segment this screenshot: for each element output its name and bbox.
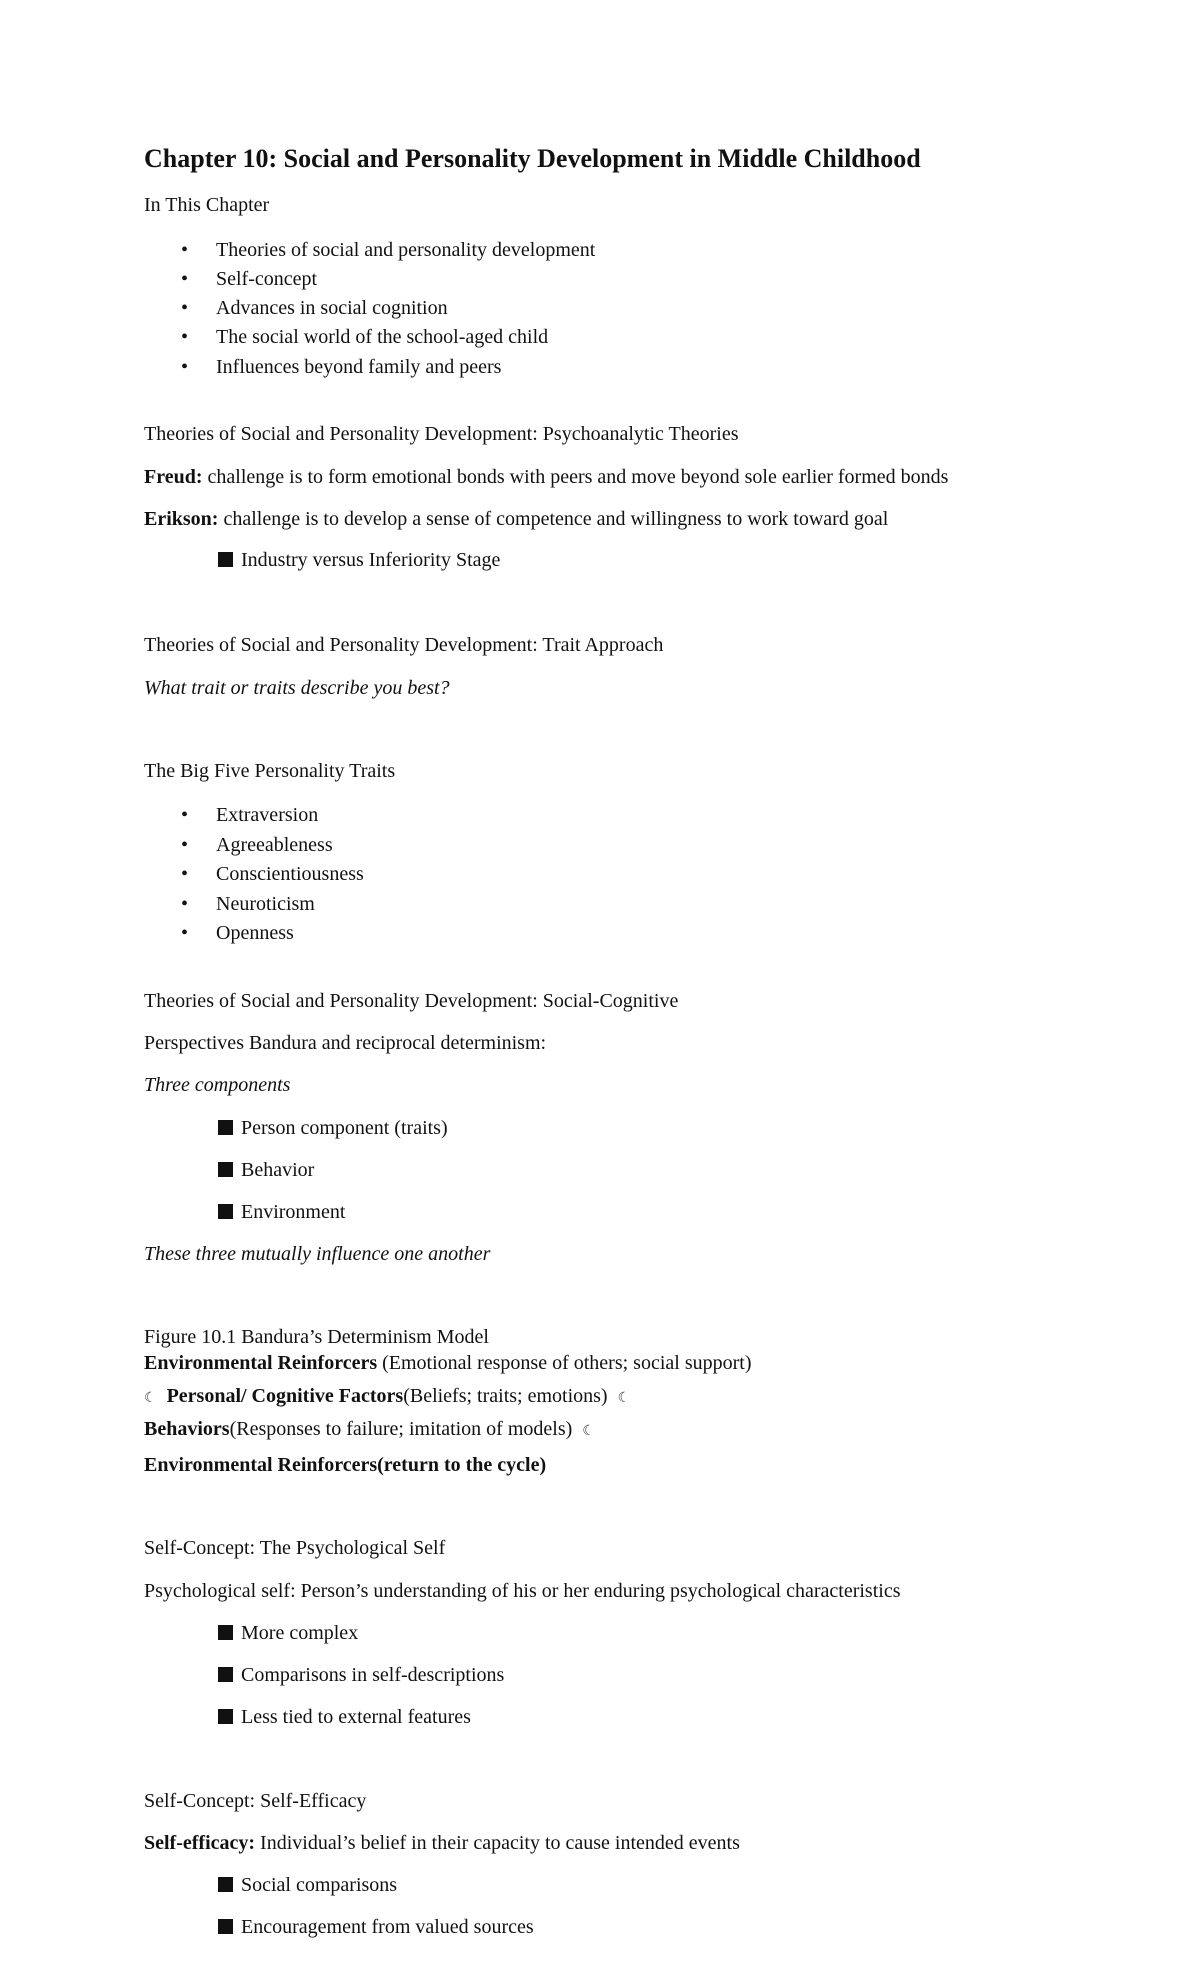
- chapter-title: Chapter 10: Social and Personality Development in Middle Childhood: [144, 144, 921, 173]
- list-item: Theories of social and personality development: [216, 239, 596, 261]
- psych-self-item: More complex: [241, 1622, 359, 1644]
- behaviors-label: Behaviors: [144, 1418, 230, 1440]
- square-bullet-icon: [218, 1667, 233, 1682]
- square-bullet-icon: [218, 1625, 233, 1640]
- square-bullet-icon: [218, 1877, 233, 1892]
- mutual-influence-note: These three mutually influence one another: [144, 1243, 491, 1265]
- bullet-icon: •: [181, 834, 189, 856]
- three-components-label: Three components: [144, 1074, 291, 1096]
- component-item: Person component (traits): [241, 1117, 448, 1139]
- list-item: Extraversion: [216, 804, 319, 826]
- behaviors-text: (Responses to failure; imitation of models): [229, 1418, 573, 1440]
- list-item: Openness: [216, 922, 294, 944]
- cycle-arrow-icon: ☾: [617, 1391, 631, 1406]
- efficacy-item: Social comparisons: [241, 1874, 398, 1896]
- env-reinforcers-text: (Emotional response of others; social support): [377, 1352, 752, 1374]
- env-reinforcers-line: [144, 1350, 752, 1376]
- social-cognitive-heading: Theories of Social and Personality Development: Social-Cognitive: [144, 990, 679, 1012]
- self-efficacy-line: [144, 1830, 740, 1856]
- square-bullet-icon: [218, 1120, 233, 1135]
- psych-self-item: Comparisons in self-descriptions: [241, 1664, 505, 1686]
- self-efficacy-label: Self-efficacy:: [144, 1832, 256, 1854]
- erikson-line: [144, 506, 888, 532]
- bullet-icon: •: [181, 239, 189, 261]
- bullet-icon: •: [181, 863, 189, 885]
- bullet-icon: •: [181, 804, 189, 826]
- trait-question: What trait or traits describe you best?: [144, 677, 450, 699]
- freud-text: challenge is to form emotional bonds with peers and move beyond sole earlier formed bonds: [202, 466, 949, 488]
- in-this-chapter-heading: In This Chapter: [144, 194, 270, 216]
- bullet-icon: •: [181, 297, 189, 319]
- freud-line: [144, 464, 948, 490]
- psychological-self-heading: Self-Concept: The Psychological Self: [144, 1537, 446, 1559]
- env-reinforcers-label: Environmental Reinforcers: [144, 1352, 378, 1374]
- list-item: Influences beyond family and peers: [216, 356, 502, 378]
- square-bullet-icon: [218, 1709, 233, 1724]
- list-item: Conscientiousness: [216, 863, 364, 885]
- cycle-arrow-icon: ☾: [144, 1391, 157, 1406]
- bandura-line: Perspectives Bandura and reciprocal determinism:: [144, 1032, 547, 1054]
- square-bullet-icon: [218, 1204, 233, 1219]
- list-item: Agreeableness: [216, 834, 333, 856]
- personal-factors-text: (Beliefs; traits; emotions): [403, 1385, 608, 1407]
- bullet-icon: •: [181, 268, 189, 290]
- psychoanalytic-heading: Theories of Social and Personality Development: Psychoanalytic Theories: [144, 423, 739, 445]
- big-five-heading: The Big Five Personality Traits: [144, 760, 396, 782]
- behaviors-line: [144, 1416, 595, 1445]
- self-efficacy-heading: Self-Concept: Self-Efficacy: [144, 1790, 367, 1812]
- component-item: Behavior: [241, 1159, 315, 1181]
- figure-caption: Figure 10.1 Bandura’s Determinism Model: [144, 1326, 489, 1348]
- trait-heading: Theories of Social and Personality Development: Trait Approach: [144, 634, 664, 656]
- env-return-line: Environmental Reinforcers(return to the cycle): [144, 1454, 547, 1476]
- personal-factors-line: [144, 1383, 630, 1412]
- bullet-icon: •: [181, 326, 189, 348]
- erikson-text: challenge is to develop a sense of competence and willingness to work toward goal: [218, 508, 889, 530]
- list-item: The social world of the school-aged child: [216, 326, 549, 348]
- list-item: Self-concept: [216, 268, 318, 290]
- freud-label: Freud:: [144, 466, 203, 488]
- bullet-icon: •: [181, 356, 189, 378]
- personal-factors-label: Personal/ Cognitive Factors: [166, 1385, 404, 1407]
- efficacy-item: Encouragement from valued sources: [241, 1916, 534, 1938]
- self-efficacy-text: Individual’s belief in their capacity to cause intended events: [255, 1832, 740, 1854]
- square-bullet-icon: [218, 1162, 233, 1177]
- bullet-icon: •: [181, 893, 189, 915]
- square-bullet-icon: [218, 1919, 233, 1934]
- psychological-self-definition: Psychological self: Person’s understanding of his or her enduring psychological characteristics: [144, 1580, 901, 1602]
- list-item: Advances in social cognition: [216, 297, 448, 319]
- square-bullet-icon: [218, 552, 233, 567]
- cycle-arrow-icon: ☾: [582, 1424, 595, 1439]
- erikson-label: Erikson:: [144, 508, 219, 530]
- component-item: Environment: [241, 1201, 346, 1223]
- bullet-icon: •: [181, 922, 189, 944]
- list-item: Neuroticism: [216, 893, 315, 915]
- psych-self-item: Less tied to external features: [241, 1706, 471, 1728]
- erikson-stage: Industry versus Inferiority Stage: [241, 549, 501, 571]
